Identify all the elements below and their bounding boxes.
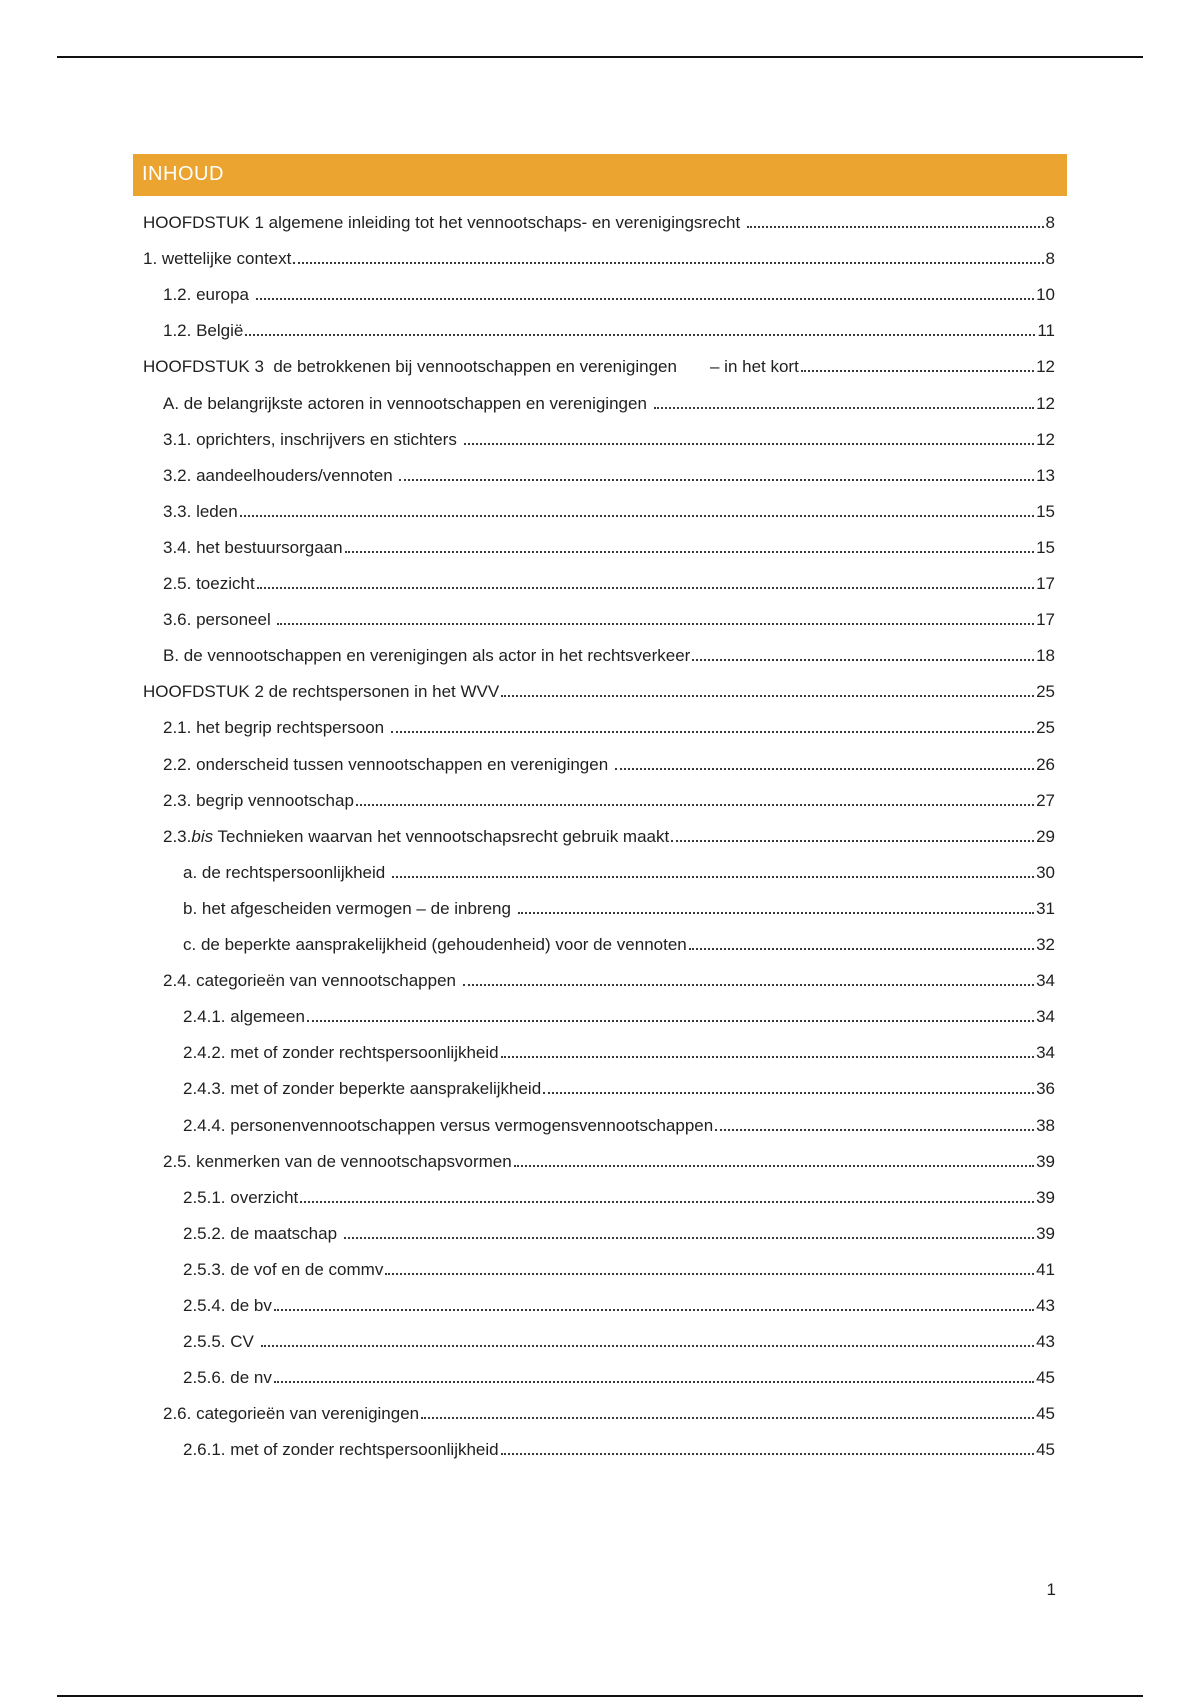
toc-entry-title (143, 681, 499, 703)
toc-dot-leader (391, 731, 1034, 733)
toc-dot-leader (245, 334, 1035, 336)
toc-entry-page: 12 (1036, 393, 1055, 413)
toc-dot-leader (240, 515, 1034, 517)
toc-entry[interactable] (133, 1072, 1055, 1100)
toc-entry-title-text: 2.5.3. de vof en de commv (183, 1259, 384, 1279)
toc-entry-page: 25 (1036, 718, 1055, 738)
toc-entry-title-text: 2.4.3. met of zonder beperkte aansprakelijkheid (183, 1079, 542, 1099)
toc-entry-title (163, 717, 389, 739)
toc-entry-page: 43 (1036, 1296, 1055, 1315)
toc-entry-title-text: a. de rechtspersoonlijkheid (183, 862, 390, 882)
toc-dot-leader (277, 623, 1034, 625)
toc-entry-page: 30 (1036, 862, 1055, 882)
toc-entry-title-text: b. het afgescheiden vermogen – de inbreng (183, 898, 516, 918)
toc-entry-title-text: 2.5.1. overzicht (183, 1187, 299, 1207)
toc-entry[interactable] (133, 1000, 1055, 1028)
toc-entry-title (183, 1223, 342, 1245)
toc-entry-page: 34 (1036, 971, 1055, 991)
toc-dot-leader (392, 876, 1034, 878)
toc-entry-title-text: 3.4. het bestuursorgaan (163, 537, 343, 557)
toc-entry-title (183, 1042, 499, 1064)
toc-dot-leader (345, 551, 1035, 553)
toc-entry-title (183, 1006, 305, 1028)
toc-dot-leader (801, 370, 1034, 372)
toc-entry-title-text: 3.3. leden (163, 501, 238, 521)
toc-entry-title (183, 898, 516, 920)
toc-entry-title-text: A. de belangrijkste actoren in vennootschappen en verenigingen (163, 393, 652, 413)
toc-entry[interactable] (133, 964, 1055, 992)
toc-dot-leader (692, 659, 1034, 661)
toc-entry[interactable] (133, 856, 1055, 884)
toc-entry-page: 34 (1036, 1043, 1055, 1063)
toc-entry-title (163, 1403, 419, 1425)
toc-entry-page: 39 (1036, 1187, 1055, 1207)
toc-dot-leader (671, 840, 1034, 842)
toc-entry-title-text: Technieken waarvan het vennootschapsrecht gebruik maakt (213, 826, 670, 846)
toc-entry-page: 39 (1036, 1151, 1055, 1171)
toc-entry-title (183, 1331, 259, 1353)
toc-entry-title (143, 212, 745, 234)
toc-entry-title-text: 2.5.5. CV (183, 1332, 259, 1352)
toc-dot-leader (501, 695, 1034, 697)
toc-entry-title (183, 1367, 272, 1389)
toc-entry[interactable] (133, 1433, 1055, 1461)
toc-dot-leader (300, 1201, 1034, 1203)
toc-entry[interactable] (133, 784, 1055, 812)
toc-entry-page: 29 (1036, 826, 1055, 846)
toc-entry[interactable] (133, 1253, 1055, 1281)
toc-entry[interactable] (133, 531, 1055, 559)
toc-entry-title-text: 2.2. onderscheid tussen vennootschappen en verenigingen (163, 754, 613, 774)
toc-dot-leader (344, 1237, 1034, 1239)
toc-entry-page: 13 (1036, 465, 1055, 485)
toc-dot-leader (274, 1381, 1034, 1383)
toc-entry-title-text: 2.4.2. met of zonder rechtspersoonlijkheid (183, 1043, 499, 1063)
toc-entry[interactable] (133, 1289, 1055, 1317)
toc-entry-title-text: 2.5.4. de bv (183, 1296, 272, 1315)
toc-dot-leader (385, 1273, 1034, 1275)
page-number: 1 (1046, 1580, 1056, 1599)
toc-entry[interactable] (133, 1397, 1055, 1425)
toc-dot-leader (689, 948, 1034, 950)
toc-entry[interactable] (133, 711, 1055, 739)
toc-entry[interactable] (133, 567, 1055, 595)
toc-entry-page: 15 (1036, 501, 1055, 521)
toc-entry-title (163, 393, 652, 415)
toc-entry-title (183, 1295, 272, 1317)
toc-dot-leader (501, 1453, 1034, 1455)
toc-entry-title (163, 790, 354, 812)
toc-entry-title-text: 3.6. personeel (163, 610, 276, 630)
toc-dot-leader (501, 1056, 1034, 1058)
toc-entry-title-text: HOOFDSTUK 3 de betrokkenen bij vennootschappen en verenigingen – in het kort (143, 357, 799, 377)
toc-dot-leader (356, 804, 1034, 806)
toc-entry-title (163, 609, 275, 631)
table-of-contents (133, 154, 1067, 1460)
toc-entry-title-text: HOOFDSTUK 1 algemene inleiding tot het vennootschaps- en verenigingsrecht (143, 213, 745, 232)
toc-entry-page: 39 (1036, 1223, 1055, 1243)
toc-entry-page: 17 (1036, 574, 1055, 593)
toc-entry-page: 36 (1036, 1079, 1055, 1099)
toc-entry-title (143, 356, 799, 378)
toc-entry-title-text: 3.1. oprichters, inschrijvers en stichters (163, 429, 462, 449)
toc-entry-page: 26 (1036, 754, 1055, 774)
toc-entry-title (163, 501, 238, 523)
toc-entry-title-text: 3.2. aandeelhouders/vennoten (163, 465, 398, 485)
toc-entry[interactable] (133, 1325, 1055, 1353)
toc-entry-title-text: 2.5.6. de nv (183, 1368, 272, 1388)
toc-entry-title-prefix: 2.3. (163, 826, 192, 846)
toc-entry[interactable] (133, 278, 1055, 306)
toc-entry-title (163, 970, 461, 992)
toc-dot-leader (261, 1345, 1034, 1347)
toc-dot-leader (715, 1129, 1034, 1131)
toc-entry[interactable] (133, 1217, 1055, 1245)
toc-entry-title (163, 465, 397, 487)
toc-entry[interactable] (133, 423, 1055, 451)
toc-entry-title-text: 2.6. categorieën van verenigingen (163, 1404, 420, 1424)
toc-dot-leader (307, 1020, 1034, 1022)
toc-entry-page: 25 (1036, 682, 1055, 702)
toc-entry[interactable] (133, 1181, 1055, 1209)
toc-entry-title-text: 2.4. categorieën van vennootschappen (163, 971, 461, 991)
toc-entry-page: 8 (1045, 249, 1055, 269)
toc-entry[interactable] (133, 495, 1055, 523)
toc-entry[interactable] (133, 1036, 1055, 1064)
toc-entry-page: 12 (1036, 429, 1055, 449)
toc-dot-leader (257, 587, 1034, 589)
toc-entry-title (183, 1078, 541, 1100)
toc-entry-page: 11 (1037, 321, 1055, 341)
toc-entry-title (163, 754, 613, 776)
toc-entry[interactable] (133, 459, 1055, 487)
toc-entry-page: 10 (1036, 285, 1055, 305)
toc-dot-leader (463, 984, 1034, 986)
toc-entry-title (163, 645, 690, 667)
toc-dot-leader (654, 407, 1034, 409)
toc-entry-title-text: 2.1. het begrip rechtspersoon (163, 718, 389, 738)
toc-entry[interactable] (133, 820, 1055, 848)
toc-entry-page: 17 (1036, 610, 1055, 630)
toc-dot-leader (543, 1092, 1034, 1094)
toc-entry-title-emphasis: bis (191, 826, 214, 846)
toc-entry-title-text: 2.3. begrip vennootschap (163, 790, 354, 810)
toc-entry-title (143, 248, 291, 270)
toc-dot-leader (518, 912, 1034, 914)
toc-dot-leader (514, 1165, 1034, 1167)
toc-entry[interactable] (133, 1361, 1055, 1389)
toc-entry-page: 45 (1036, 1440, 1055, 1460)
toc-entry[interactable] (133, 675, 1055, 703)
toc-entry-page: 32 (1036, 935, 1055, 954)
toc-entry-page: 45 (1036, 1404, 1055, 1424)
toc-entry-title (163, 1151, 512, 1173)
toc-entry[interactable] (133, 1145, 1055, 1173)
toc-entry-title (163, 573, 255, 595)
toc-entry-title-text: 1.2. europa (163, 285, 254, 305)
toc-entry-title-text: 1. wettelijke context (143, 249, 292, 269)
toc-entry-page: 38 (1036, 1115, 1055, 1135)
toc-entry-title (163, 284, 254, 306)
toc-entry-title-text: c. de beperkte aansprakelijkheid (gehoudenheid) voor de vennoten (183, 935, 687, 954)
toc-entry-title (163, 320, 243, 342)
toc-entry[interactable] (133, 314, 1055, 342)
toc-entry-page: 45 (1036, 1368, 1055, 1388)
toc-entry[interactable] (133, 892, 1055, 920)
toc-entry-page: 15 (1036, 537, 1055, 557)
toc-entry-title-text: 2.4.4. personenvennootschappen versus vermogensvennootschappen (183, 1115, 714, 1135)
toc-entry-title-text: 2.5. toezicht (163, 574, 255, 593)
toc-entry[interactable] (133, 748, 1055, 776)
toc-entry[interactable] (133, 242, 1055, 270)
toc-entry-title (183, 1187, 298, 1209)
toc-entry[interactable] (133, 928, 1055, 956)
toc-entry[interactable] (133, 387, 1055, 415)
toc-heading: INHOUD (133, 154, 1067, 196)
toc-entry-page: 12 (1036, 357, 1055, 377)
toc-dot-leader (615, 768, 1034, 770)
toc-entry-title (163, 537, 343, 559)
toc-dot-leader (399, 479, 1034, 481)
toc-entry-page: 8 (1045, 213, 1055, 232)
toc-entry[interactable] (133, 639, 1055, 667)
toc-entry-title (163, 429, 462, 451)
toc-dot-leader (747, 226, 1044, 228)
toc-entry-title-text: 1.2. België (163, 321, 244, 341)
toc-entry[interactable] (133, 206, 1055, 234)
top-rule (57, 56, 1143, 58)
toc-entry-title (183, 862, 390, 884)
toc-dot-leader (421, 1417, 1034, 1419)
toc-dot-leader (464, 443, 1035, 445)
toc-dot-leader (256, 298, 1034, 300)
toc-dot-leader (274, 1309, 1034, 1311)
toc-entry-title (183, 1439, 499, 1461)
toc-entry-title-text: B. de vennootschappen en verenigingen als actor in het rechtsverkeer (163, 646, 691, 666)
toc-entry[interactable] (133, 350, 1055, 378)
toc-entry[interactable] (133, 603, 1055, 631)
toc-entry-title-text: 2.6.1. met of zonder rechtspersoonlijkheid (183, 1440, 499, 1460)
toc-entry-page: 41 (1036, 1259, 1055, 1279)
toc-entry-title-text: 2.5. kenmerken van de vennootschapsvormen (163, 1151, 512, 1171)
toc-entry-title (183, 1259, 383, 1281)
toc-entry-title-text: 2.5.2. de maatschap (183, 1223, 342, 1243)
toc-entry-title (163, 826, 669, 848)
toc-entry-page: 43 (1036, 1332, 1055, 1352)
toc-entry-title-text: 2.4.1. algemeen (183, 1007, 305, 1027)
toc-entry-page: 27 (1036, 790, 1055, 810)
toc-entry[interactable] (133, 1109, 1055, 1137)
toc-entry-page: 18 (1036, 646, 1055, 666)
bottom-rule (57, 1695, 1143, 1697)
toc-entry-page: 34 (1036, 1007, 1055, 1027)
toc-entry-page: 31 (1036, 898, 1055, 918)
toc-dot-leader (293, 262, 1043, 264)
toc-entry-title (183, 1115, 713, 1137)
toc-entry-title-text: HOOFDSTUK 2 de rechtspersonen in het WVV (143, 682, 500, 702)
toc-entry-title (183, 934, 687, 956)
